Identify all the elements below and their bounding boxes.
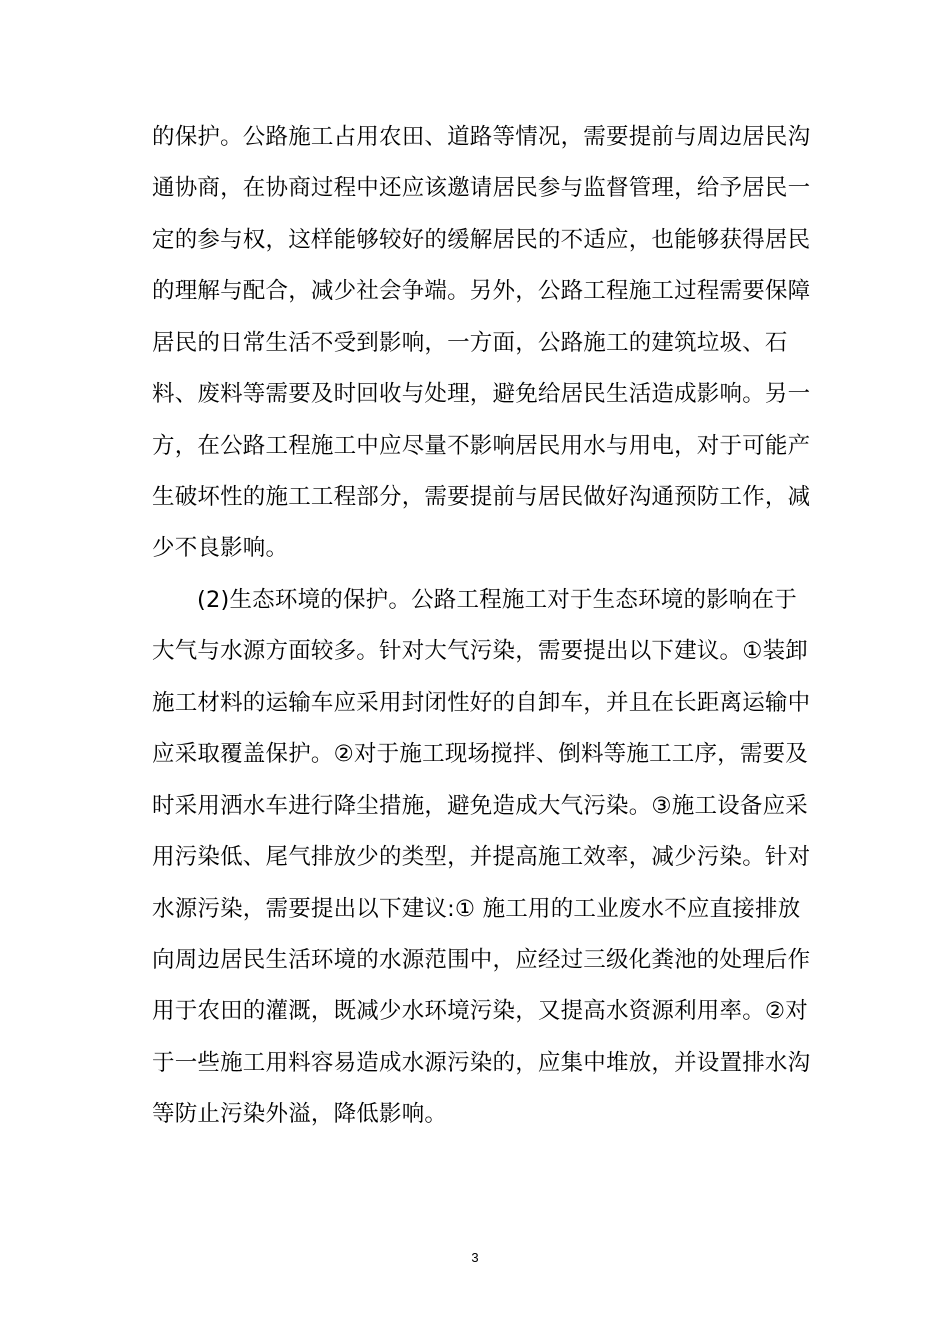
paragraph-2-line-11: 等防止污染外溢，降低影响。 (152, 1101, 448, 1127)
paragraph-2-line-9: 用于农田的灌溉，既减少水环境污染，又提高水资源利用率。②对 (152, 998, 808, 1024)
paragraph-2-line-3: 施工材料的运输车应采用封闭性好的自卸车，并且在长距离运输中 (152, 690, 811, 716)
paragraph-1-line-3: 定的参与权，这样能够较好的缓解居民的不适应，也能够获得居民 (152, 227, 811, 253)
paragraph-2-line-8: 向周边居民生活环境的水源范围中，应经过三级化粪池的处理后作 (152, 947, 811, 973)
page-number: 3 (471, 1250, 479, 1265)
paragraph-1-line-6: 料、废料等需要及时回收与处理，避免给居民生活造成影响。另一 (152, 381, 811, 407)
paragraph-2-line-5: 时采用洒水车进行降尘措施，避免造成大气污染。③施工设备应采 (152, 793, 808, 819)
paragraph-1-line-5: 居民的日常生活不受到影响，一方面，公路施工的建筑垃圾、石 (152, 330, 788, 356)
paragraph-1-line-9: 少不良影响。 (152, 535, 289, 561)
paragraph-2-line-6: 用污染低、尾气排放少的类型，并提高施工效率，减少污染。针对 (152, 844, 811, 870)
paragraph-2-line-4: 应采取覆盖保护。②对于施工现场搅拌、倒料等施工工序，需要及 (152, 741, 808, 767)
paragraph-2-line-1: (2)生态环境的保护。公路工程施工对于生态环境的影响在于 (197, 587, 797, 613)
paragraph-1-line-8: 生破坏性的施工工程部分，需要提前与居民做好沟通预防工作，减 (152, 484, 811, 510)
paragraph-1-line-7: 方，在公路工程施工中应尽量不影响居民用水与用电，对于可能产 (152, 433, 811, 459)
paragraph-1-line-4: 的理解与配合，减少社会争端。另外，公路工程施工过程需要保障 (152, 278, 811, 304)
paragraph-1-line-2: 通协商，在协商过程中还应该邀请居民参与监督管理，给予居民一 (152, 175, 811, 201)
paragraph-2-line-2: 大气与水源方面较多。针对大气污染，需要提出以下建议。①装卸 (152, 638, 808, 664)
paragraph-2-line-10: 于一些施工用料容易造成水源污染的，应集中堆放，并设置排水沟 (152, 1050, 811, 1076)
paragraph-2-line-7: 水源污染，需要提出以下建议:① 施工用的工业废水不应直接排放 (152, 896, 801, 922)
paragraph-1-line-1: 的保护。公路施工占用农田、道路等情况，需要提前与周边居民沟 (152, 124, 811, 150)
